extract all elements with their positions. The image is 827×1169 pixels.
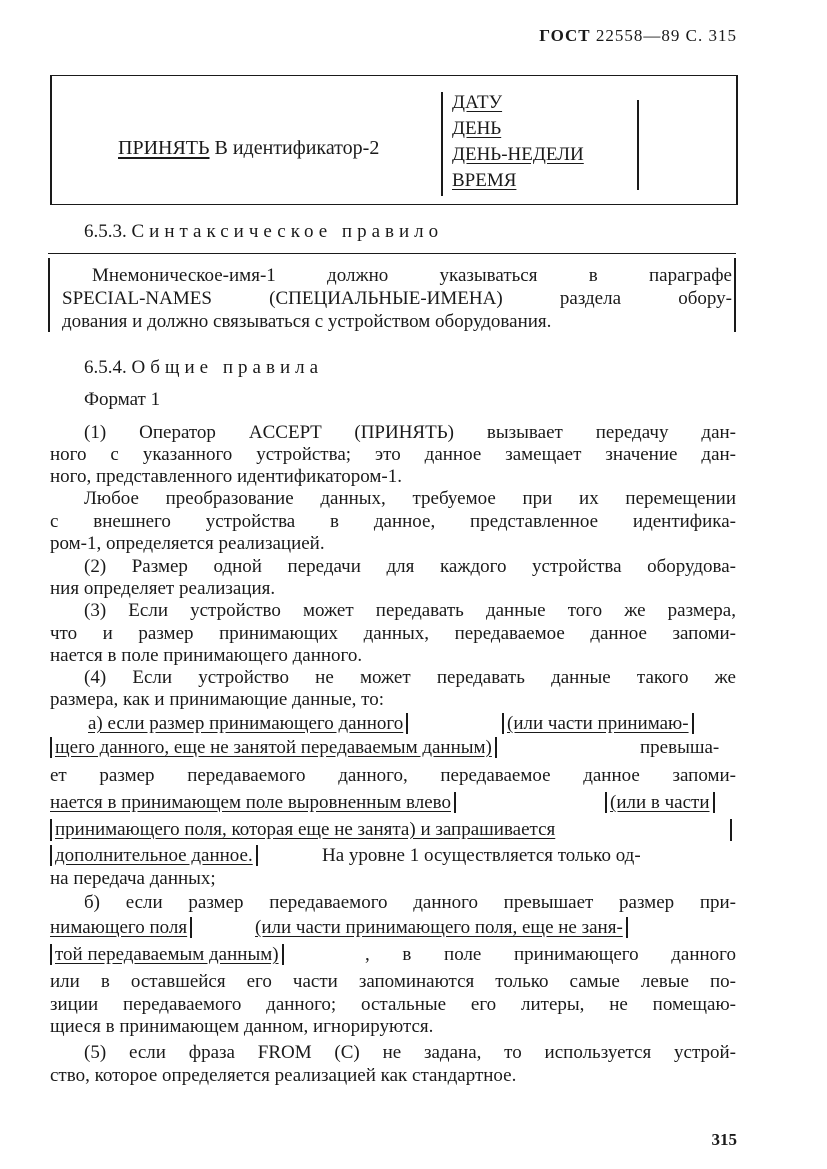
section-heading-654: 6.5.4. Общие правила — [84, 357, 324, 378]
text-line: что и размер принимающих данных, передаваемое данное запоми- — [50, 623, 736, 644]
text-line: б) если размер передаваемого данного превышает размер при- — [84, 892, 736, 913]
accept-keyword: ПРИНЯТЬ — [118, 137, 210, 159]
rule-line-2: SPECIAL-NAMES (СПЕЦИАЛЬНЫЕ-ИМЕНА) раздела обору- — [62, 288, 732, 309]
text-line: нается в принимающем поле выровненным влево — [50, 792, 456, 814]
option-day: ДЕНЬ — [452, 118, 502, 139]
option-day-of-week: ДЕНЬ-НЕДЕЛИ — [452, 144, 584, 165]
boxed-fragment: (или в части — [605, 792, 715, 814]
text-line: зиции передаваемого данного; остальные его литеры, не помещаю- — [50, 994, 736, 1015]
format-1-label: Формат 1 — [84, 389, 161, 410]
text-line: размера, как и принимающие данные, то: — [50, 689, 384, 710]
text-line: (2) Размер одной передачи для каждого устройства оборудова- — [84, 556, 736, 577]
text-line: ство, которое определяется реализацией как стандартное. — [50, 1065, 517, 1086]
text-line: щего данного, еще не занятой передаваемым данным) — [50, 737, 497, 759]
format-operand: В идентификатор-2 — [209, 137, 380, 159]
text-line: принимающего поля, которая еще не занята) и запрашивается — [50, 819, 730, 841]
text-line: (5) если фраза FROM (C) не задана, то используется устрой- — [84, 1042, 736, 1063]
format-statement — [118, 137, 379, 159]
text-line: Любое преобразование данных, требуемое при их перемещении — [84, 488, 736, 509]
text-line: (3) Если устройство может передавать данные того же размера, — [84, 600, 736, 621]
rule-line-1: Мнемоническое-имя-1 должно указываться в параграфе — [92, 265, 732, 286]
text-line: на передача данных; — [50, 868, 216, 889]
option-date: ДАТУ — [452, 92, 503, 113]
text-line: с внешнего устройства в данное, представленное идентифика- — [50, 511, 736, 532]
text-line: (4) Если устройство не может передавать данные такого же — [84, 667, 736, 688]
page-number: 315 — [711, 1130, 737, 1149]
gost-label: ГОСТ — [539, 26, 591, 45]
text-line: , в поле принимающего данного — [365, 944, 736, 965]
text-line: щиеся в принимающем данном, игнорируются. — [50, 1016, 434, 1037]
option-time: ВРЕМЯ — [452, 170, 517, 191]
text-line: ного, представленного идентификатором-1. — [50, 466, 403, 487]
text-line: На уровне 1 осуществляется только од- — [322, 845, 641, 866]
text-line: дополнительное данное. — [50, 845, 258, 867]
text-line: а) если размер принимающего данного — [50, 713, 408, 735]
header-page: С. 315 — [685, 26, 737, 45]
text-line: ет размер передаваемого данного, передаваемое данное запоми- — [50, 765, 736, 786]
text-line: ного с указанного устройства; это данное замещает значение дан- — [50, 444, 736, 465]
text-line: (1) Оператор ACCEPT (ПРИНЯТЬ) вызывает передачу дан- — [84, 422, 736, 443]
page-header — [539, 26, 737, 46]
text-line: превыша- — [640, 737, 720, 758]
rule-line-3: дования и должно связываться с устройством оборудования. — [62, 311, 552, 332]
text-line: или в оставшейся его части запоминаются только самые левые по- — [50, 971, 736, 992]
text-line: нимающего поля — [50, 917, 192, 939]
text-line: той передаваемым данным) — [50, 944, 284, 966]
boxed-fragment: (или части принимающего поля, еще не заня- — [255, 917, 628, 939]
text-line: ния определяет реализация. — [50, 578, 276, 599]
gost-number: 22558—89 — [595, 26, 681, 45]
text-line: нается в поле принимающего данного. — [50, 645, 363, 666]
section-heading-653: 6.5.3. Синтаксическое правило — [84, 221, 444, 242]
boxed-fragment: (или части принимаю- — [502, 713, 730, 735]
text-line: ром-1, определяется реализацией. — [50, 533, 325, 554]
